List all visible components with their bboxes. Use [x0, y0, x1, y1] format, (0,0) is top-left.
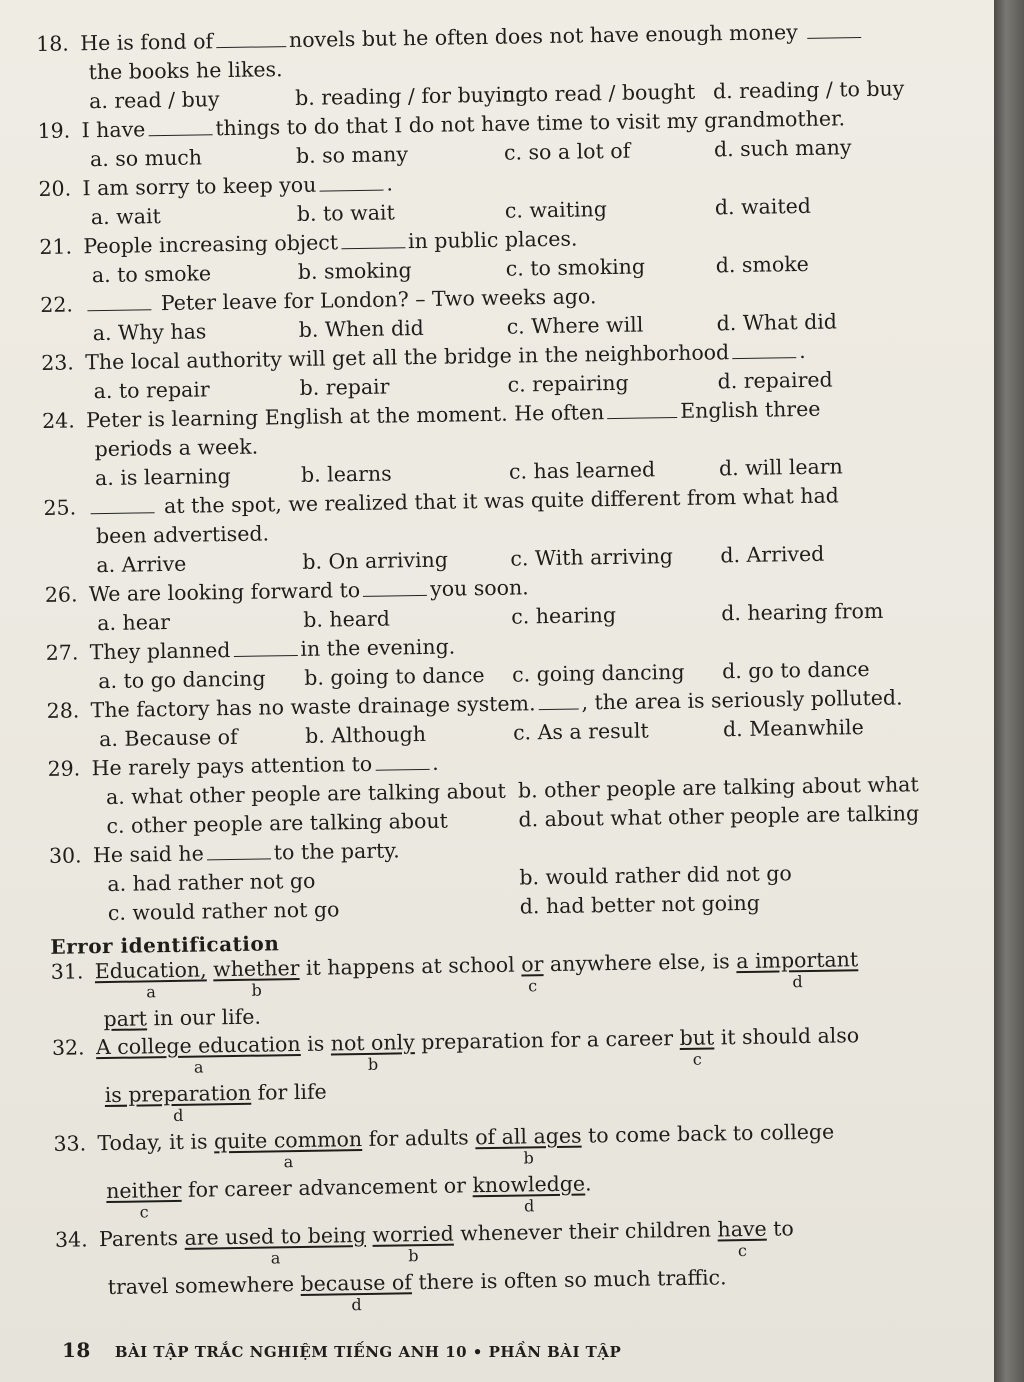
underlined-a: Education, a [94, 957, 207, 1002]
option-a: a. Because of [98, 724, 238, 752]
underlined-a: are used to being a [184, 1222, 367, 1268]
option-a: a. had rather not go [107, 868, 316, 896]
option-a: a. is learning [94, 463, 231, 491]
question-22: 22. Peter leave for London? – Two weeks ago. a. Why has b. When did c. Where will d. What did [40, 277, 941, 349]
underlined-c: neither c [106, 1177, 182, 1222]
option-b: b. When did [298, 315, 425, 342]
option-d: d. repaired [717, 367, 833, 394]
question-27: 27. They planned in the evening. a. to go dancing b. going to dance c. going dancing d. go to dance [46, 625, 947, 697]
option-b: b. would rather did not go [519, 861, 792, 890]
question-30: 30. He said he to the party. a. had rather not go b. would rather did not go c. would rather not go d. had better not going [49, 828, 950, 929]
option-c: c. going dancing [511, 659, 685, 687]
option-b: b. reading / for buying [294, 82, 529, 110]
book-spine [994, 0, 1024, 1382]
exercise-content [36, 16, 956, 1323]
question-20: 20. I am sorry to keep you . a. wait b. to wait c. waiting d. waited [38, 161, 939, 233]
answer-blank [807, 19, 861, 39]
option-d: d. had better not going [519, 890, 761, 919]
option-b: b. learns [300, 461, 392, 487]
answer-blank [207, 840, 271, 860]
underlined-d: is preparation d [104, 1080, 252, 1125]
option-d: d. reading / to buy [712, 76, 905, 104]
question-18: 18. He is fond of novels but he often does not have enough money the books he likes. a. read / buy b. reading / for buying c. to read / bought d. reading / to buy [36, 16, 937, 117]
answer-blank [341, 229, 405, 249]
option-c: c. With arriving [510, 544, 674, 571]
question-21: 21. People increasing object in public places. a. to smoke b. smoking c. to smoking d. smoke [39, 219, 940, 291]
option-b: b. Although [304, 721, 427, 748]
option-d: d. will learn [718, 454, 843, 481]
option-c: c. to smoking [505, 254, 646, 281]
option-c: c. waiting [504, 197, 608, 223]
answer-blank [319, 172, 383, 192]
answer-blank [732, 339, 796, 359]
option-a: a. Why has [92, 319, 207, 346]
option-b: b. repair [299, 374, 390, 400]
option-d: d. go to dance [721, 656, 870, 684]
option-a: a. Arrive [96, 551, 187, 578]
error-question-34: 34. Parents are used to being a worried b whenever their children have c to travel somewhere because of d there is often so much traffic. [54, 1216, 794, 1315]
option-b: b. so many [295, 142, 409, 168]
underlined-b: whether b [212, 955, 300, 1000]
option-c: c. other people are talking about [106, 808, 448, 838]
question-24: 24. Peter is learning English at the moment. He often English three periods a week. a. is learning b. learns c. has learned d. will learn [42, 393, 943, 494]
question-25: 25. at the spot, we realized that it was quite different from what had been advertised. a. Arrive b. On arriving c. With arriving d. Arrived [43, 480, 944, 581]
option-d: d. waited [714, 193, 812, 220]
question-29: 29. He rarely pays attention to . a. what other people are talking about b. other people are talking about what c. other people are talking about d. about what other people are talking [47, 741, 948, 842]
option-b: b. to wait [296, 200, 395, 226]
question-26: 26. We are looking forward to you soon. a. hear b. heard c. hearing d. hearing from [45, 567, 946, 639]
option-c: c. so a lot of [503, 138, 631, 165]
question-19: 19. I have things to do that I do not have time to visit my grandmother. a. so much b. so many c. so a lot of d. such many [37, 103, 938, 175]
option-c: c. hearing [511, 602, 617, 629]
option-a: a. what other people are talking about [105, 778, 506, 809]
option-d: d. Meanwhile [722, 715, 864, 742]
error-question-33: 33. Today, it is quite common a for adults of all ages b to come back to college neither c for career advancement or knowledge d . [53, 1119, 835, 1222]
error-question-31: 31. Education, a whether b it happens at school or c anywhere else, is a important d part in our life. [50, 947, 859, 1032]
underlined-b: not only b [330, 1030, 415, 1074]
option-c: c. repairing [507, 370, 629, 397]
option-d: d. such many [713, 135, 852, 162]
option-b: b. smoking [297, 258, 412, 284]
answer-blank [607, 399, 677, 419]
option-d: d. smoke [715, 251, 809, 278]
underlined-b: worried b [372, 1221, 454, 1266]
option-d: d. hearing from [721, 598, 884, 626]
underlined-part: part [103, 1006, 148, 1032]
option-b: b. On arriving [302, 547, 449, 574]
answer-blank [148, 116, 212, 136]
section-title: Error identification [50, 931, 280, 959]
underlined-d: a important d [736, 947, 859, 992]
option-c: c. would rather not go [107, 897, 340, 925]
answer-blank [375, 751, 429, 771]
answer-blank [90, 494, 154, 514]
option-d: d. Arrived [720, 541, 825, 568]
answer-blank [216, 28, 286, 48]
answer-blank [538, 691, 578, 711]
option-b: b. other people are talking about what [517, 772, 919, 803]
underlined-d: knowledge d [472, 1171, 586, 1216]
underlined-a: quite common a [213, 1127, 363, 1172]
book-title: BÀI TẬP TRẮC NGHIỆM TIẾNG ANH 10 • PHẦN BÀI TẬP [114, 1343, 622, 1361]
option-a: a. to smoke [91, 261, 212, 288]
page-footer [62, 1338, 621, 1362]
option-a: a. read / buy [88, 87, 220, 114]
underlined-c: but c [679, 1025, 715, 1069]
option-a: a. wait [90, 204, 161, 230]
underlined-b: of all ages b [475, 1123, 582, 1168]
answer-blank [87, 291, 151, 311]
question-28: 28. The factory has no waste drainage system. , the area is seriously polluted. a. Because of b. Although c. As a result d. Meanwhile [46, 683, 947, 755]
option-d: d. about what other people are talking [518, 801, 920, 832]
underlined-d: because of d [300, 1270, 412, 1315]
option-b: b. going to dance [304, 663, 485, 690]
answer-blank [363, 577, 427, 597]
option-a: a. so much [89, 145, 203, 172]
option-c: c. As a result [512, 718, 649, 745]
option-a: a. to repair [93, 377, 210, 404]
option-a: a. hear [97, 609, 171, 636]
underlined-c: have c [717, 1216, 767, 1261]
underlined-c: or c [521, 952, 544, 996]
underlined-a: A college education a [95, 1031, 301, 1077]
option-c: c. to read / bought [502, 79, 696, 107]
option-d: d. What did [716, 309, 838, 336]
option-b: b. heard [303, 606, 391, 632]
error-question-32: 32. A college education a is not only b preparation for a career but c it should also is preparation d for life [51, 1023, 860, 1125]
question-23: 23. The local authority will get all the bridge in the neighborhood . a. to repair b. repair c. repairing d. repaired [41, 335, 942, 407]
option-a: a. to go dancing [98, 666, 266, 694]
option-c: c. has learned [508, 457, 656, 484]
option-c: c. Where will [506, 312, 644, 339]
answer-blank [233, 637, 297, 657]
page-number: 18 [62, 1338, 91, 1362]
